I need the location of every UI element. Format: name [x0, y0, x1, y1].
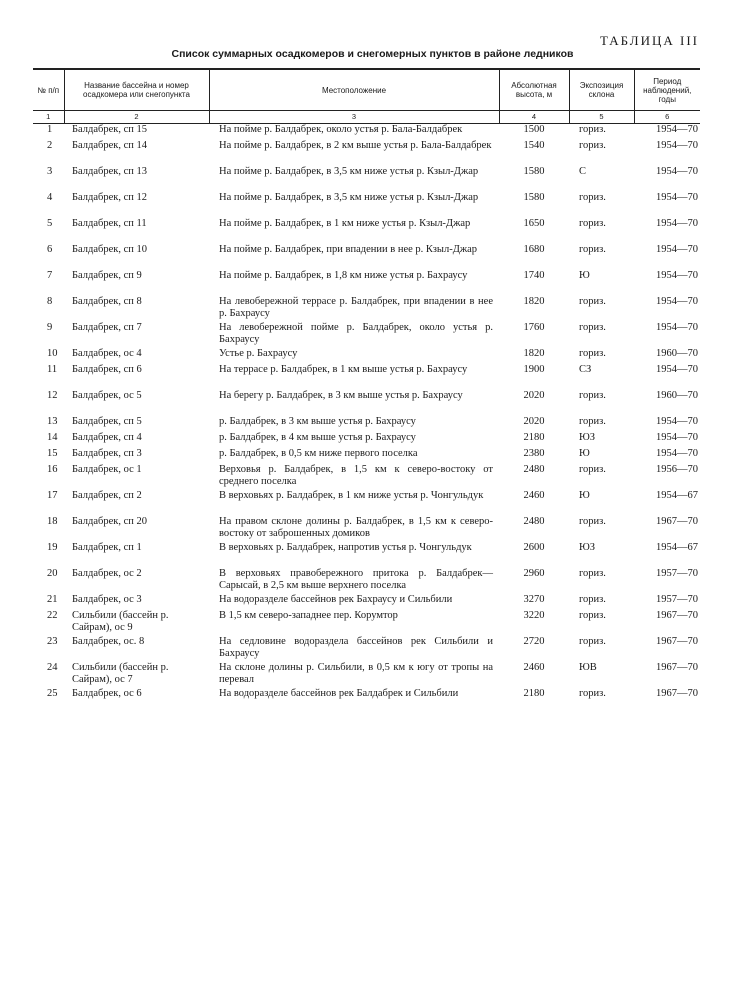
station-location: На пойме р. Балдабрек, в 2 км выше устья р. Бала-Балдабрек [219, 140, 492, 151]
row-number: 23 [47, 636, 58, 647]
station-location: На пойме р. Балдабрек, в 3,5 км ниже устья р. Кзыл-Джар [219, 166, 479, 177]
table-row [33, 218, 700, 244]
station-altitude: 1820 [523, 296, 545, 307]
header-location: Местоположение [209, 69, 499, 111]
station-location: В 1,5 км северо-западнее пер. Корумтор [219, 610, 398, 621]
table-row [33, 610, 700, 636]
station-altitude: 1740 [523, 270, 545, 281]
station-name: Балдабрек, сп 3 [72, 448, 142, 459]
station-location: На левобережной пойме р. Балдабрек, около устья р. Бахраусу [219, 322, 493, 345]
table-row [33, 140, 700, 166]
station-altitude: 2460 [523, 662, 545, 673]
table-row [33, 124, 700, 141]
row-number: 2 [47, 140, 53, 151]
slope-exposure: гориз. [579, 688, 606, 699]
station-location: На пойме р. Балдабрек, при впадении в нее р. Кзыл-Джар [219, 244, 478, 255]
station-altitude: 2720 [523, 636, 545, 647]
column-number: 2 [64, 111, 209, 124]
row-number: 25 [47, 688, 58, 699]
table-row [33, 464, 700, 490]
observation-period: 1967—70 [656, 636, 698, 647]
column-number: 1 [33, 111, 64, 124]
row-number: 11 [47, 364, 58, 375]
observation-period: 1954—70 [656, 416, 698, 427]
row-number: 6 [47, 244, 53, 255]
column-number: 3 [209, 111, 499, 124]
station-name: Балдабрек, ос 1 [72, 464, 142, 475]
row-number: 7 [47, 270, 53, 281]
row-number: 20 [47, 568, 58, 579]
observation-period: 1954—70 [656, 166, 698, 177]
column-number: 4 [499, 111, 569, 124]
station-location: На водоразделе бассейнов рек Балдабрек и Сильбили [219, 688, 459, 699]
header-altitude: Абсолютная высота, м [499, 69, 569, 111]
slope-exposure: гориз. [579, 390, 606, 401]
row-number: 10 [47, 348, 58, 359]
observation-period: 1960—70 [656, 348, 698, 359]
slope-exposure: гориз. [579, 594, 606, 605]
row-number: 13 [47, 416, 58, 427]
table-body [33, 124, 700, 715]
station-name: Балдабрек, сп 12 [72, 192, 148, 203]
station-altitude: 1680 [523, 244, 545, 255]
station-name: Балдабрек, ос. 8 [72, 636, 145, 647]
table-row [33, 244, 700, 270]
observation-period: 1954—70 [656, 124, 698, 135]
station-altitude: 2600 [523, 542, 545, 553]
slope-exposure: СЗ [579, 364, 592, 375]
row-number: 18 [47, 516, 58, 527]
table-label: ТАБЛИЦА III [599, 33, 699, 48]
table-row [33, 662, 700, 688]
slope-exposure: Ю [579, 270, 590, 281]
station-location: На пойме р. Балдабрек, в 1,8 км ниже устья р. Бахраусу [219, 270, 468, 281]
slope-exposure: гориз. [579, 192, 606, 203]
observation-period: 1954—67 [656, 542, 698, 553]
observation-period: 1956—70 [656, 464, 698, 475]
stations-table-container [33, 68, 700, 714]
observation-period: 1957—70 [656, 568, 698, 579]
header-name: Название бассейна и номер осадкомера или снегопункта [64, 69, 209, 111]
table-row [33, 364, 700, 390]
slope-exposure: гориз. [579, 218, 606, 229]
station-altitude: 2020 [523, 390, 545, 401]
table-row [33, 432, 700, 448]
station-location: На террасе р. Балдабрек, в 1 км выше устья р. Бахраусу [219, 364, 468, 375]
observation-period: 1967—70 [656, 688, 698, 699]
station-name: Балдабрек, ос 6 [72, 688, 142, 699]
row-number: 15 [47, 448, 58, 459]
station-location: В верховьях правобережного притока р. Балдабрек—Сарысай, в 2,5 км выше верхнего поселка [219, 568, 493, 591]
header-num: № п/п [33, 69, 64, 111]
row-number: 8 [47, 296, 53, 307]
observation-period: 1960—70 [656, 390, 698, 401]
row-number: 19 [47, 542, 58, 553]
station-location: На пойме р. Балдабрек, в 3,5 км ниже устья р. Кзыл-Джар [219, 192, 479, 203]
slope-exposure: гориз. [579, 464, 606, 475]
station-name: Балдабрек, ос 4 [72, 348, 142, 359]
station-location: На склоне долины р. Сильбили, в 0,5 км к югу от тропы на перевал [219, 662, 493, 685]
table-row [33, 416, 700, 432]
slope-exposure: Ю [579, 448, 590, 459]
station-name: Сильбили (бассейн р. Сайрам), ос 9 [72, 610, 169, 633]
station-name: Балдабрек, сп 7 [72, 322, 142, 333]
table-row [33, 322, 700, 348]
station-location: На пойме р. Балдабрек, в 1 км ниже устья р. Кзыл-Джар [219, 218, 471, 229]
row-number: 3 [47, 166, 53, 177]
station-name: Балдабрек, сп 6 [72, 364, 142, 375]
slope-exposure: ЮВ [579, 662, 597, 673]
station-name: Балдабрек, ос 2 [72, 568, 142, 579]
observation-period: 1954—70 [656, 270, 698, 281]
observation-period: 1954—70 [656, 322, 698, 333]
station-altitude: 1580 [523, 166, 545, 177]
station-altitude: 1580 [523, 192, 545, 203]
station-location: Верховья р. Балдабрек, в 1,5 км к северо-востоку от среднего поселка [219, 464, 493, 487]
station-name: Балдабрек, ос 5 [72, 390, 142, 401]
table-row [33, 166, 700, 192]
slope-exposure: гориз. [579, 140, 606, 151]
row-number: 24 [47, 662, 58, 673]
row-number: 1 [47, 124, 53, 135]
observation-period: 1954—70 [656, 218, 698, 229]
slope-exposure: ЮЗ [579, 432, 596, 443]
row-number: 14 [47, 432, 58, 443]
observation-period: 1967—70 [656, 516, 698, 527]
station-altitude: 2960 [523, 568, 545, 579]
observation-period: 1957—70 [656, 594, 698, 605]
station-name: Балдабрек, сп 4 [72, 432, 142, 443]
station-location: В верховьях р. Балдабрек, напротив устья р. Чонгульдук [219, 542, 472, 553]
table-row [33, 348, 700, 364]
station-location: р. Балдабрек, в 0,5 км ниже первого поселка [219, 448, 418, 459]
station-location: На седловине водораздела бассейнов рек Сильбили и Бахраусу [219, 636, 493, 659]
table-row [33, 490, 700, 516]
station-name: Балдабрек, сп 20 [72, 516, 148, 527]
column-number: 6 [634, 111, 700, 124]
slope-exposure: гориз. [579, 296, 606, 307]
station-altitude: 2020 [523, 416, 545, 427]
station-location: В верховьях р. Балдабрек, в 1 км ниже устья р. Чонгульдук [219, 490, 484, 501]
station-location: На левобережной террасе р. Балдабрек, при впадении в нее р. Бахраусу [219, 296, 493, 319]
station-name: Балдабрек, сп 14 [72, 140, 148, 151]
station-name: Балдабрек, сп 5 [72, 416, 142, 427]
station-altitude: 2480 [523, 516, 545, 527]
table-row [33, 688, 700, 714]
row-number: 17 [47, 490, 58, 501]
observation-period: 1954—70 [656, 448, 698, 459]
observation-period: 1954—70 [656, 244, 698, 255]
station-location: р. Балдабрек, в 4 км выше устья р. Бахраусу [219, 432, 416, 443]
station-altitude: 2460 [523, 490, 545, 501]
station-altitude: 1900 [523, 364, 545, 375]
row-number: 5 [47, 218, 53, 229]
table-caption: Список суммарных осадкомеров и снегомерных пунктов в районе ледников [171, 48, 574, 60]
station-name: Балдабрек, ос 3 [72, 594, 142, 605]
slope-exposure: гориз. [579, 322, 606, 333]
slope-exposure: ЮЗ [579, 542, 596, 553]
row-number: 16 [47, 464, 58, 475]
table-row [33, 296, 700, 322]
station-name: Балдабрек, сп 1 [72, 542, 142, 553]
station-altitude: 1540 [523, 140, 545, 151]
slope-exposure: гориз. [579, 568, 606, 579]
table-row [33, 270, 700, 296]
observation-period: 1954—67 [656, 490, 698, 501]
slope-exposure: гориз. [579, 636, 606, 647]
station-altitude: 2480 [523, 464, 545, 475]
station-location: На берегу р. Балдабрек, в 3 км выше устья р. Бахраусу [219, 390, 463, 401]
observation-period: 1967—70 [656, 662, 698, 673]
station-altitude: 2180 [523, 432, 545, 443]
station-altitude: 3270 [523, 594, 545, 605]
table-row [33, 390, 700, 416]
column-number: 5 [569, 111, 634, 124]
station-name: Балдабрек, сп 13 [72, 166, 148, 177]
station-altitude: 1500 [523, 124, 545, 135]
station-location: На пойме р. Балдабрек, около устья р. Бала-Балдабрек [219, 124, 463, 135]
station-location: Устье р. Бахраусу [219, 348, 298, 359]
observation-period: 1967—70 [656, 610, 698, 621]
slope-exposure: С [579, 166, 587, 177]
slope-exposure: гориз. [579, 416, 606, 427]
station-name: Балдабрек, сп 2 [72, 490, 142, 501]
slope-exposure: Ю [579, 490, 590, 501]
stations-table [33, 68, 700, 714]
table-row [33, 636, 700, 662]
station-altitude: 3220 [523, 610, 545, 621]
observation-period: 1954—70 [656, 296, 698, 307]
observation-period: 1954—70 [656, 432, 698, 443]
station-name: Балдабрек, сп 10 [72, 244, 148, 255]
row-number: 4 [47, 192, 53, 203]
station-location: На водоразделе бассейнов рек Бахраусу и Сильбили [219, 594, 453, 605]
station-altitude: 2180 [523, 688, 545, 699]
table-row [33, 448, 700, 464]
row-number: 21 [47, 594, 58, 605]
slope-exposure: гориз. [579, 244, 606, 255]
table-row [33, 568, 700, 594]
slope-exposure: гориз. [579, 516, 606, 527]
table-row [33, 542, 700, 568]
row-number: 9 [47, 322, 53, 333]
station-location: На правом склоне долины р. Балдабрек, в 1,5 км к северо-востоку от заброшенных домиков [219, 516, 493, 539]
station-altitude: 2380 [523, 448, 545, 459]
observation-period: 1954—70 [656, 364, 698, 375]
station-name: Балдабрек, сп 15 [72, 124, 148, 135]
row-number: 12 [47, 390, 58, 401]
table-row [33, 516, 700, 542]
slope-exposure: гориз. [579, 610, 606, 621]
slope-exposure: гориз. [579, 124, 606, 135]
station-name: Балдабрек, сп 11 [72, 218, 147, 229]
slope-exposure: гориз. [579, 348, 606, 359]
station-name: Балдабрек, сп 9 [72, 270, 142, 281]
header-period: Период наблюдений, годы [634, 69, 700, 111]
table-row [33, 594, 700, 610]
column-number-row [33, 111, 700, 124]
header-exposure: Экспозиция склона [569, 69, 634, 111]
station-altitude: 1760 [523, 322, 545, 333]
observation-period: 1954—70 [656, 192, 698, 203]
table-row [33, 192, 700, 218]
station-altitude: 1650 [523, 218, 545, 229]
station-name: Балдабрек, сп 8 [72, 296, 142, 307]
station-altitude: 1820 [523, 348, 545, 359]
station-location: р. Балдабрек, в 3 км выше устья р. Бахраусу [219, 416, 416, 427]
header-row [33, 69, 700, 111]
station-name: Сильбили (бассейн р. Сайрам), ос 7 [72, 662, 169, 685]
row-number: 22 [47, 610, 58, 621]
observation-period: 1954—70 [656, 140, 698, 151]
